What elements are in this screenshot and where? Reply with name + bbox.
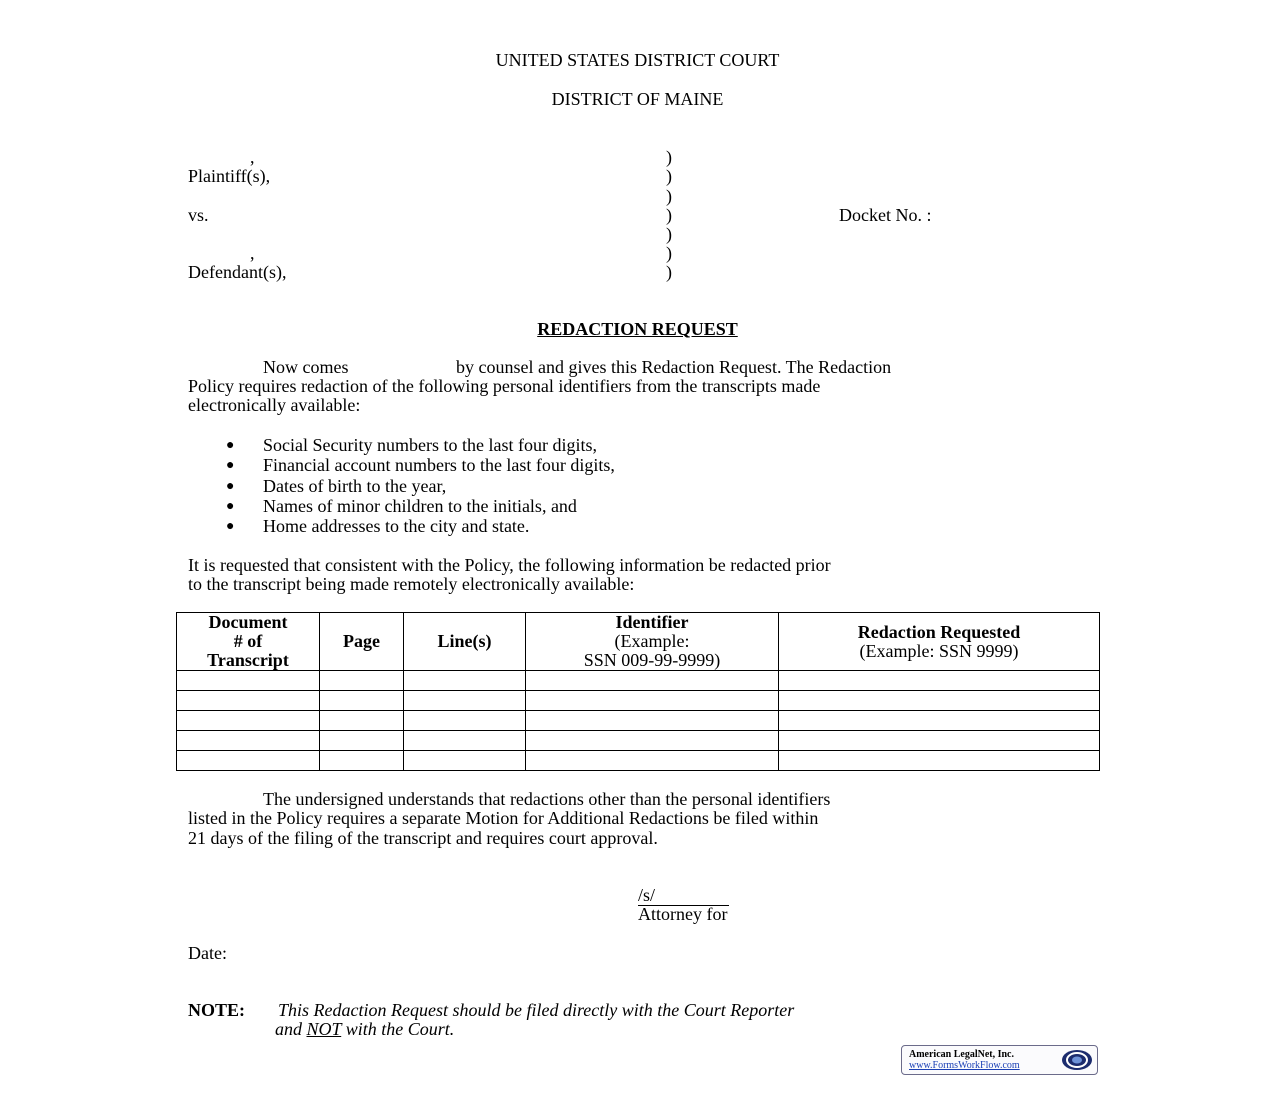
table-row: [177, 691, 1100, 711]
court-name: UNITED STATES DISTRICT COURT: [495, 50, 780, 70]
plaintiff-label: Plaintiff(s),: [188, 166, 271, 186]
table-row: [177, 711, 1100, 731]
list-item: Social Security numbers to the last four digits,: [263, 435, 597, 455]
signature-line: [638, 886, 729, 906]
table-cell[interactable]: [526, 751, 779, 771]
signature-mark: /s/: [638, 885, 656, 905]
table-cell[interactable]: [320, 691, 404, 711]
logo-website-link[interactable]: www.FormsWorkFlow.com: [909, 1060, 1020, 1071]
caption-paren: ): [666, 147, 672, 167]
table-cell[interactable]: [526, 691, 779, 711]
table-cell[interactable]: [177, 711, 320, 731]
col-redaction-header: Redaction Requested (Example: SSN 9999): [779, 613, 1100, 671]
note-line-1: This Redaction Request should be filed directly with the Court Reporter: [278, 1000, 795, 1020]
redaction-table: [176, 612, 1100, 771]
undersigned-line-3: 21 days of the filing of the transcript and requires court approval.: [188, 828, 658, 848]
bullet-dot: ●: [226, 438, 235, 453]
table-cell[interactable]: [779, 731, 1100, 751]
table-cell[interactable]: [779, 691, 1100, 711]
defendant-label: Defendant(s),: [188, 262, 287, 282]
table-cell[interactable]: [320, 731, 404, 751]
table-row: [177, 751, 1100, 771]
col-page-header: Page: [320, 613, 404, 671]
document-title: REDACTION REQUEST: [537, 319, 738, 339]
note-and: and: [275, 1019, 302, 1039]
request-line-2: to the transcript being made remotely electronically available:: [188, 574, 635, 594]
date-label: Date:: [188, 943, 227, 963]
table-cell[interactable]: [404, 671, 526, 691]
undersigned-line-1: The undersigned understands that redactions other than the personal identifiers: [263, 789, 831, 809]
table-header-row: [177, 613, 1100, 671]
list-item: Names of minor children to the initials, and: [263, 496, 577, 516]
bullet-dot: ●: [226, 479, 235, 494]
defendant-comma: ,: [250, 243, 255, 263]
col-identifier-header: Identifier (Example: SSN 009-99-9999): [526, 613, 779, 671]
table-cell[interactable]: [526, 671, 779, 691]
table-cell[interactable]: [404, 751, 526, 771]
caption-paren: ): [666, 243, 672, 263]
caption-paren: ): [666, 224, 672, 244]
col-lines-header: Line(s): [404, 613, 526, 671]
table-cell[interactable]: [177, 671, 320, 691]
intro-now-comes: Now comes: [263, 357, 349, 377]
intro-by-counsel: by counsel and gives this Redaction Request. The Redaction: [456, 357, 892, 377]
table-cell[interactable]: [177, 691, 320, 711]
district-name: DISTRICT OF MAINE: [551, 89, 724, 109]
table-cell[interactable]: [779, 751, 1100, 771]
table-cell[interactable]: [526, 731, 779, 751]
logo-company-name: American LegalNet, Inc.: [909, 1049, 1014, 1060]
caption-paren: ): [666, 205, 672, 225]
note-not-emphasis: NOT: [306, 1019, 342, 1039]
list-item: Financial account numbers to the last four digits,: [263, 455, 615, 475]
note-line-2: [275, 1020, 454, 1038]
docket-label: Docket No. :: [839, 205, 932, 225]
note-with-court: with the Court.: [345, 1019, 455, 1039]
table-cell[interactable]: [404, 691, 526, 711]
attorney-for-label: Attorney for: [638, 904, 728, 924]
table-cell[interactable]: [404, 711, 526, 731]
caption-paren: ): [666, 166, 672, 186]
table-cell[interactable]: [320, 751, 404, 771]
col-document-header: Document # of Transcript: [177, 613, 320, 671]
caption-paren: ): [666, 262, 672, 282]
bullet-dot: ●: [226, 458, 235, 473]
vs-label: vs.: [188, 205, 209, 225]
table-cell[interactable]: [177, 751, 320, 771]
bullet-dot: ●: [226, 499, 235, 514]
list-item: Home addresses to the city and state.: [263, 516, 530, 536]
bullet-dot: ●: [226, 519, 235, 534]
table-cell[interactable]: [779, 711, 1100, 731]
intro-line-3: electronically available:: [188, 395, 361, 415]
table-row: [177, 731, 1100, 751]
globe-icon: [1060, 1048, 1094, 1072]
table-cell[interactable]: [320, 671, 404, 691]
table-cell[interactable]: [779, 671, 1100, 691]
american-legalnet-logo[interactable]: [901, 1045, 1098, 1075]
table-cell[interactable]: [320, 711, 404, 731]
table-row: [177, 671, 1100, 691]
table-cell[interactable]: [177, 731, 320, 751]
undersigned-line-2: listed in the Policy requires a separate Motion for Additional Redactions be filed within: [188, 808, 819, 828]
table-cell[interactable]: [404, 731, 526, 751]
request-line-1: It is requested that consistent with the Policy, the following information be redacted prior: [188, 555, 831, 575]
note-label: NOTE:: [188, 1000, 246, 1020]
plaintiff-comma: ,: [250, 147, 255, 167]
caption-paren: ): [666, 186, 672, 206]
intro-line-2: Policy requires redaction of the following personal identifiers from the transcripts made: [188, 376, 821, 396]
list-item: Dates of birth to the year,: [263, 476, 447, 496]
table-cell[interactable]: [526, 711, 779, 731]
